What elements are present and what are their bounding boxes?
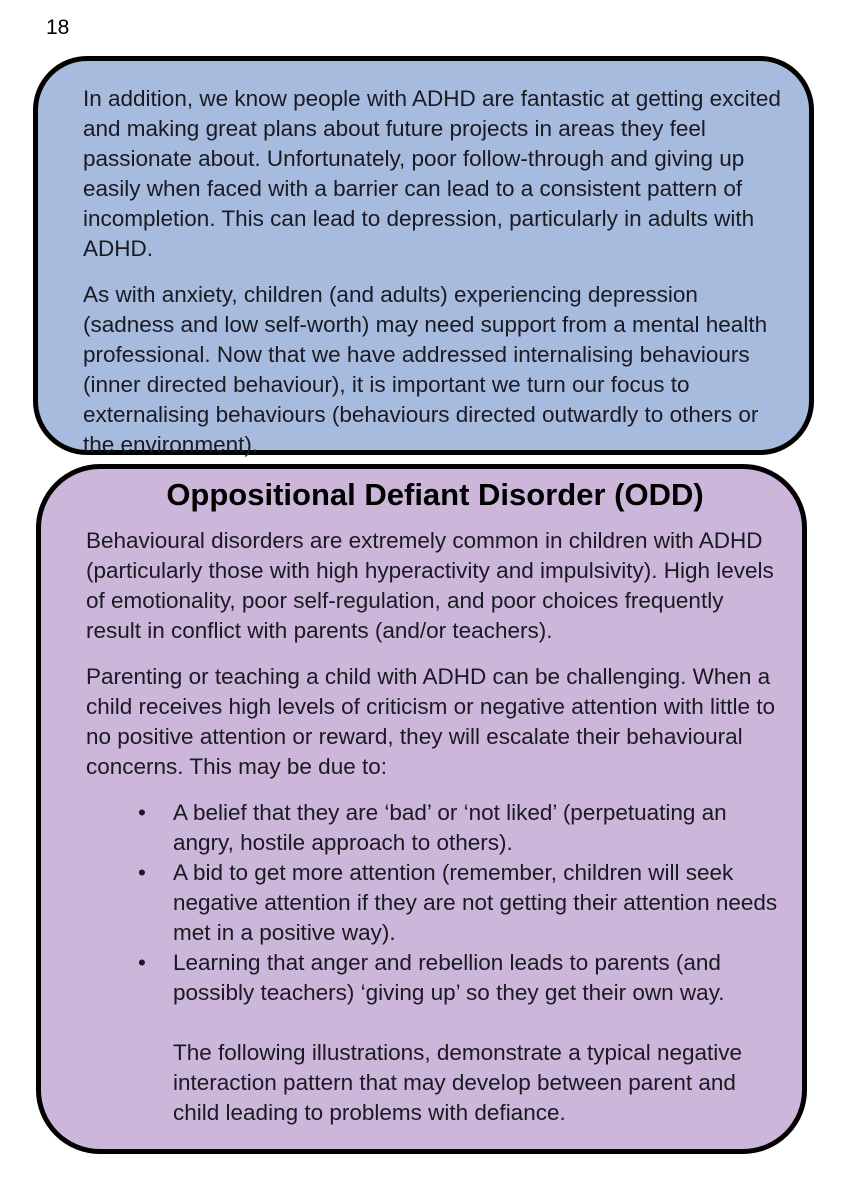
- adhd-depression-callout-box: [33, 56, 814, 455]
- bullet-icon: •: [138, 860, 146, 885]
- section-title: Oppositional Defiant Disorder (ODD): [166, 477, 704, 512]
- page-number: 18: [46, 16, 70, 39]
- paragraph: Behavioural disorders are extremely common in children with ADHD (particularly those with high hyperactivity and impulsivity). High levels of emotionality, poor self-regulation, and poor choices frequently result in conflict with parents (and/or teachers).: [86, 528, 774, 643]
- list-item-text: A belief that they are ‘bad’ or ‘not liked’ (perpetuating an angry, hostile approach to others).: [173, 800, 727, 855]
- list-item: [138, 798, 784, 858]
- list-item-text: A bid to get more attention (remember, children will seek negative attention if they are not getting their attention needs met in a positive way).: [173, 860, 778, 945]
- bullet-list: [86, 798, 784, 1008]
- paragraph: Parenting or teaching a child with ADHD can be challenging. When a child receives high levels of criticism or negative attention with little to no positive attention or reward, they will escalate their behavioural concerns. This may be due to:: [86, 664, 776, 779]
- odd-section-box: [36, 464, 807, 1154]
- list-item: [138, 858, 784, 948]
- bullet-icon: •: [138, 950, 146, 975]
- bullet-icon: •: [138, 800, 146, 825]
- list-item: [138, 948, 784, 1008]
- list-item-text: Learning that anger and rebellion leads to parents (and possibly teachers) ‘giving up’ so they get their own way.: [173, 950, 725, 1005]
- closing-paragraph: The following illustrations, demonstrate a typical negative interaction pattern that may develop between parent and child leading to problems with defiance.: [173, 1040, 743, 1125]
- paragraph: As with anxiety, children (and adults) experiencing depression (sadness and low self-worth) may need support from a mental health professional. Now that we have addressed internalising behaviours (inner directed behaviour), it is important we turn our focus to externalising behaviours (behaviours directed outwardly to others or the environment).: [83, 282, 768, 457]
- paragraph: In addition, we know people with ADHD are fantastic at getting excited and making great plans about future projects in areas they feel passionate about. Unfortunately, poor follow-through and giving up easily when faced with a barrier can lead to a consistent pattern of incompletion. This can lead to depression, particularly in adults with ADHD.: [83, 86, 781, 261]
